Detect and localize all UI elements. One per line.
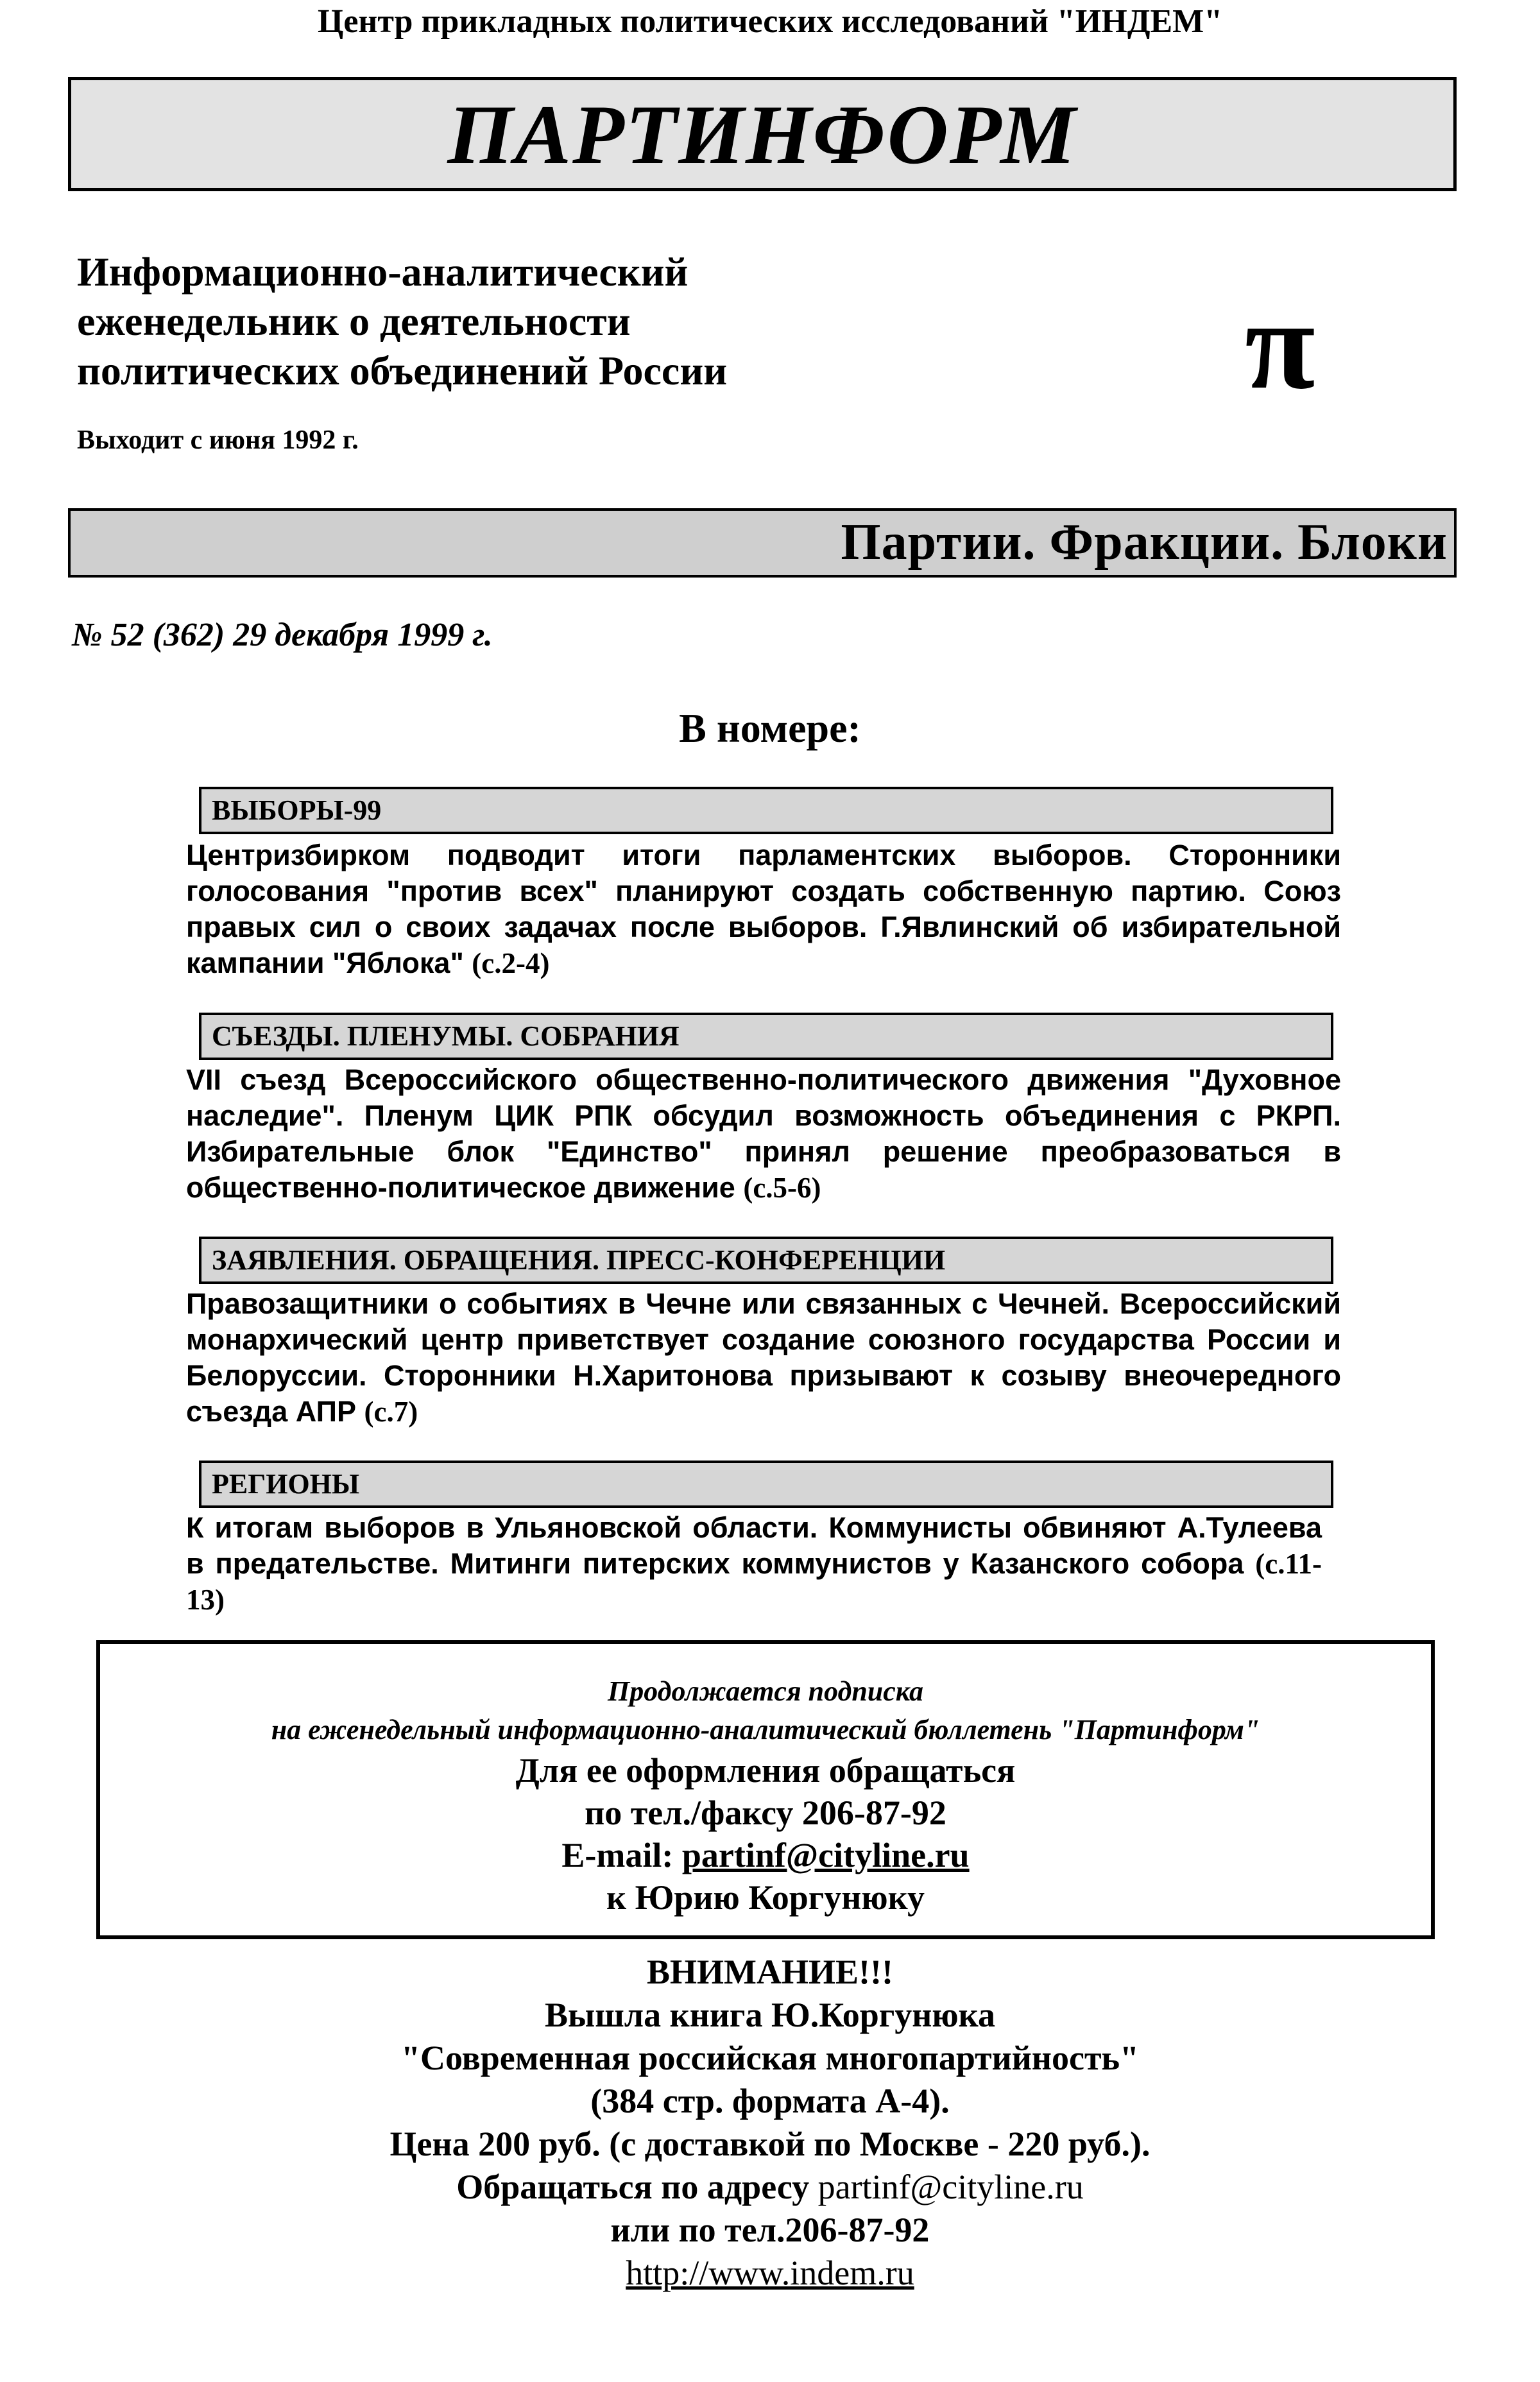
section-title: Партии. Фракции. Блоки [841,514,1448,570]
publication-subtitle [77,247,727,395]
subtitle-line: политических объединений России [77,348,728,393]
summary-text: Центризбирком подводит итоги парламентских выборов. Сторонники голосования "против всех" планируют создать собственную партию. Союз правых сил о своих задачах после выборов. Г.Явлинский об избирательной кампании "Яблока" [186,839,1341,979]
summary-text: VII съезд Всероссийского общественно-политического движения "Духовное наследие". Пленум ЦИК РПК обсудил возможность объединения с РКРП. Избирательные блок "Единство" принял решение преобразоваться в общественно-политическое движение [186,1063,1341,1204]
rubric-congresses: СЪЕЗДЫ. ПЛЕНУМЫ. СОБРАНИЯ [199,1013,1333,1060]
notice-address-prefix: Обращаться по адресу [456,2168,818,2206]
publication-title: ПАРТИНФОРМ [447,87,1077,182]
notice-line: или по тел.206-87-92 [610,2211,930,2249]
subtitle-line: Информационно-аналитический [77,249,689,295]
rubric-regions: РЕГИОНЫ [199,1461,1333,1508]
subscription-box [96,1640,1435,1939]
section-summary [186,1286,1341,1430]
notice-line: (384 стр. формата А-4). [590,2082,950,2120]
summary-text: Правозащитники о событиях в Чечне или связанных с Чечней. Всероссийский монархический центр приветствует создание союзного государства России и Белоруссии. Сторонники Н.Харитонова призывают к созыву внеочередного съезда АПР [186,1287,1341,1428]
subscription-email-link[interactable]: partinf@cityline.ru [681,1836,970,1874]
contents-heading: В номере: [679,705,861,751]
subscription-email-line [100,1834,1431,1876]
page-reference: (с.2-4) [472,947,550,979]
website-link[interactable]: http://www.indem.ru [626,2254,914,2292]
subscription-line: на еженедельный информационно-аналитический бюллетень "Партинформ" [271,1714,1260,1745]
subtitle-line: еженедельник о деятельности [77,298,631,344]
subscription-phone: по тел./факсу 206-87-92 [585,1794,946,1832]
pi-logo-icon: π [1245,274,1315,416]
rubric-elections: ВЫБОРЫ-99 [199,787,1333,834]
email-label: E-mail: [561,1836,682,1874]
section-summary [186,1510,1322,1618]
summary-text: К итогам выборов в Ульяновской области. Коммунисты обвиняют А.Тулеева в предательстве. Митинги питерских коммунистов у Казанского собора [186,1511,1322,1580]
organization-name: Центр прикладных политических исследований "ИНДЕМ" [317,3,1223,40]
subscription-contact: к Юрию Коргунюку [606,1878,925,1917]
page-reference: (с.11-13) [186,1548,1322,1616]
notice-line: "Современная российская многопартийность" [400,2039,1140,2077]
subscription-line: Для ее оформления обращаться [515,1751,1016,1790]
notice-line: Цена 200 руб. (с доставкой по Москве - 220 руб.). [389,2125,1151,2163]
section-summary [186,1062,1341,1206]
notice-line: ВНИМАНИЕ!!! [647,1953,893,1991]
published-since: Выходит с июня 1992 г. [77,425,359,455]
page-reference: (с.5-6) [743,1172,821,1204]
notice-email-link[interactable]: partinf@cityline.ru [817,2168,1084,2206]
section-banner [68,508,1457,578]
section-summary [186,837,1341,981]
rubric-statements: ЗАЯВЛЕНИЯ. ОБРАЩЕНИЯ. ПРЕСС-КОНФЕРЕНЦИИ [199,1237,1333,1284]
subscription-line: Продолжается подписка [607,1675,924,1707]
notice-address-line [0,2166,1540,2209]
notice-line: Вышла книга Ю.Коргунюка [545,1996,995,2034]
issue-number: № 52 (362) 29 декабря 1999 г. [72,617,493,653]
page-reference: (с.7) [364,1396,418,1428]
book-notice [0,1951,1540,2295]
masthead-box [68,77,1457,191]
